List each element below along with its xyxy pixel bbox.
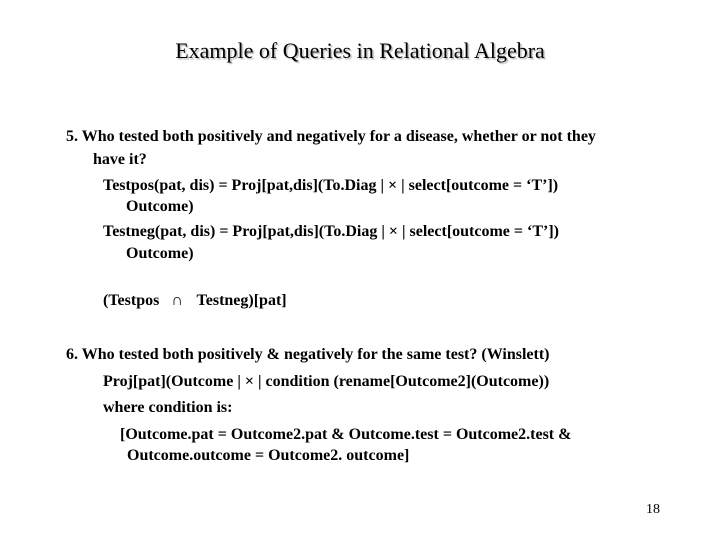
question-5-line1: 5. Who tested both positively and negatively for a disease, whether or not they [66,128,596,145]
testneg-definition [103,222,559,242]
question-6: 6. Who tested both positively & negatively for the same test? (Winslett) [66,346,550,363]
condition-line1: [Outcome.pat = Outcome2.pat & Outcome.test = Outcome2.test & [120,426,572,443]
page-number: 18 [646,502,660,517]
intersection-operator-icon: ∩ [171,292,183,309]
intersection-left: (Testpos [103,292,160,309]
testpos-expression-end: | select[outcome = ‘T’]) [401,177,559,194]
projection-expression-end: | condition (rename[Outcome2](Outcome)) [257,373,550,390]
intersection-expression [103,291,287,311]
join-operator-icon: × [244,373,254,390]
testpos-expression-start: Testpos(pat, dis) = Proj[pat,dis](To.Diag | [103,177,384,194]
testpos-definition [103,176,558,196]
testpos-continuation: Outcome) [126,198,194,215]
join-operator-icon: × [387,177,398,194]
where-label: where condition is: [103,399,233,416]
intersection-right: Testneg)[pat] [196,292,287,309]
testneg-expression-end: | select[outcome = ‘T’]) [401,223,559,240]
projection-expression-start: Proj[pat](Outcome | [103,373,241,390]
condition-line2: Outcome.outcome = Outcome2. outcome] [127,447,410,464]
projection-expression [103,372,549,392]
testneg-expression-start: Testneg(pat, dis) = Proj[pat,dis](To.Diag | [103,223,385,240]
question-5-line2: have it? [93,151,147,168]
testneg-continuation: Outcome) [126,245,194,262]
join-operator-icon: × [388,223,398,240]
slide-title: Example of Queries in Relational Algebra [175,38,545,63]
